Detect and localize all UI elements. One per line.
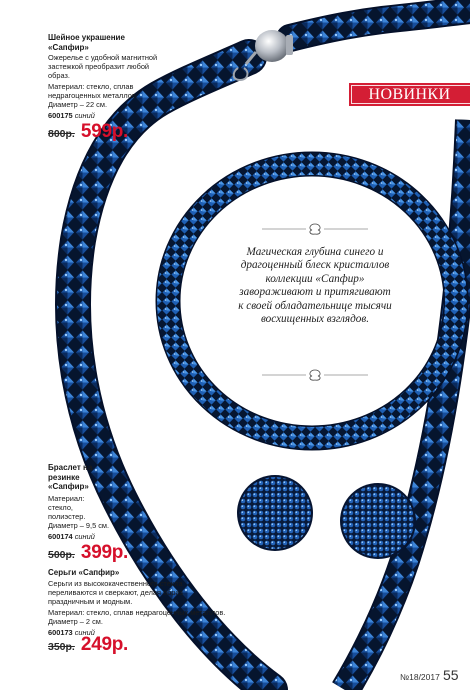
product-earrings: [48, 568, 226, 655]
product-necklace: [48, 33, 160, 142]
product-material: Материал: стекло, сплав недрагоценных металлов.: [48, 82, 138, 100]
product-color: синий: [74, 111, 95, 120]
old-price: 500р.: [48, 548, 75, 561]
product-code-number: 600173: [48, 627, 73, 637]
old-price: 800р.: [48, 128, 75, 140]
product-code: [48, 532, 110, 541]
collection-quote: [238, 222, 392, 382]
issue-number: №18/2017: [400, 672, 440, 682]
ornament-bottom-icon: [238, 368, 392, 382]
product-size: Диаметр – 22 см.: [48, 100, 108, 109]
price-row: [48, 121, 160, 142]
new-price: 399р.: [80, 541, 129, 563]
product-code-number: 600175: [48, 111, 73, 120]
quote-text: Магическая глубина синего и драгоценный блеск кристаллов коллекции «Сапфир» завораживают и притягивают к своей обладательнице тысячи восхищенных взглядов.: [238, 246, 392, 326]
product-material: Материал: стекло, сплав недрагоценных металлов.: [48, 607, 226, 617]
product-color: синий: [74, 627, 95, 637]
new-price: 599р.: [80, 121, 129, 142]
product-code-number: 600174: [48, 531, 73, 541]
page-number: 55: [443, 667, 459, 683]
product-description: Серьги из высококачественного стекла переливаются и сверкают, делая образ праздничным и модным.: [48, 578, 183, 606]
product-code: [48, 628, 226, 637]
price-row: [48, 541, 129, 563]
product-material: Материал: стекло, полиэстер.: [48, 493, 86, 521]
product-bracelet: [48, 463, 129, 563]
product-size: Диаметр – 9,5 см.: [48, 520, 110, 530]
product-code: [48, 111, 160, 120]
new-items-badge: НОВИНКИ: [349, 83, 470, 106]
ornament-top-icon: [238, 222, 392, 236]
product-color: синий: [74, 531, 95, 541]
new-price: 249р.: [80, 633, 129, 655]
old-price: 350р.: [48, 640, 75, 653]
product-title: Шейное украшение «Сапфир»: [48, 33, 125, 52]
product-description: Ожерелье с удобной магнитной застежкой преобразит любой образ.: [48, 53, 158, 80]
product-title: Серьги «Сапфир»: [48, 568, 120, 577]
product-size: Диаметр – 2 см.: [48, 616, 103, 626]
price-row: [48, 633, 226, 655]
product-title: Браслет на резинке «Сапфир»: [48, 463, 93, 491]
